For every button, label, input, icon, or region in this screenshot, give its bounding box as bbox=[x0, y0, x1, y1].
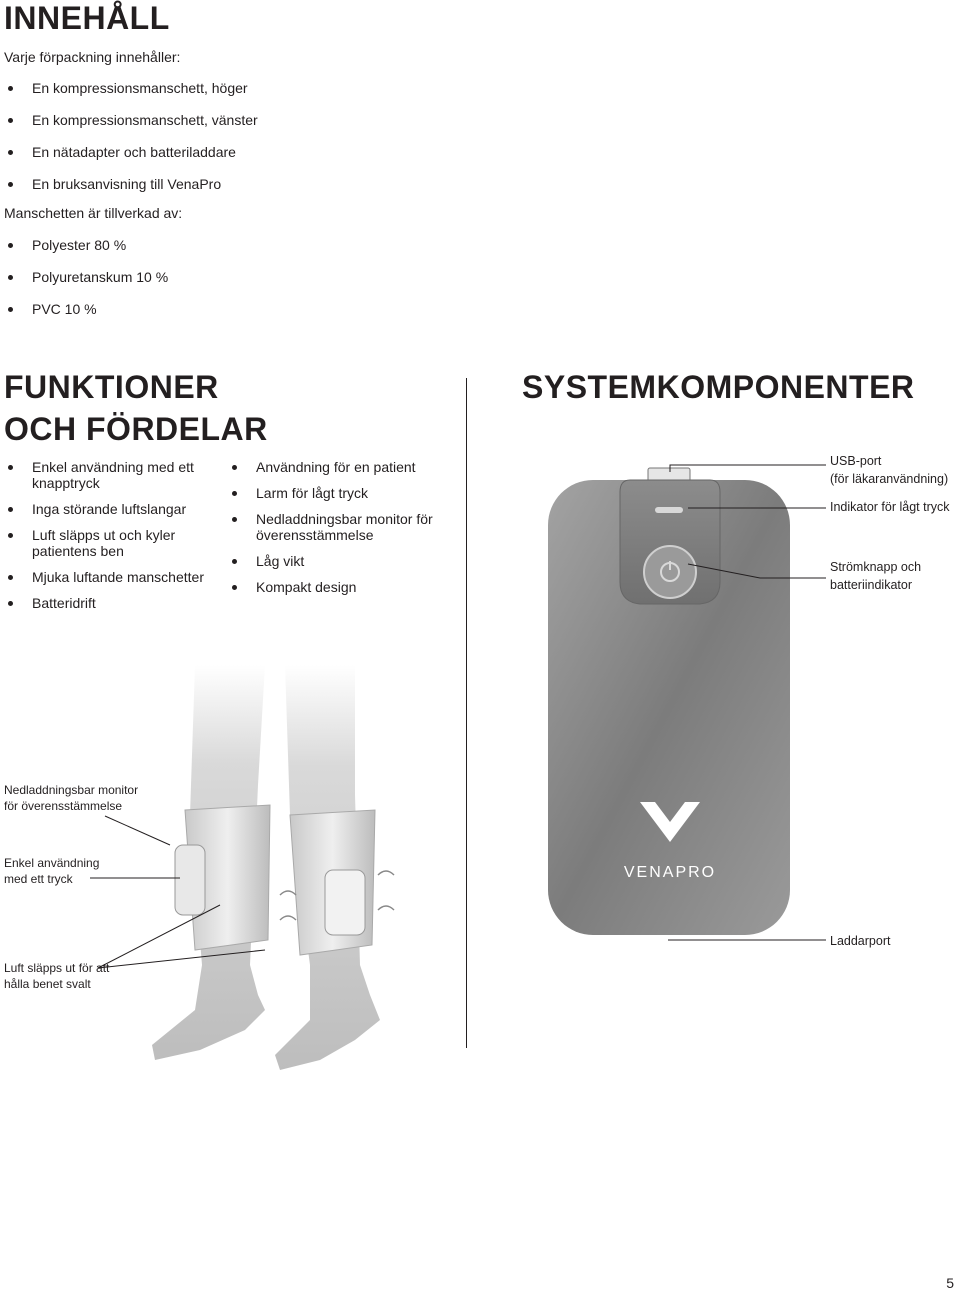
callout-one-touch: Enkel användning med ett tryck bbox=[4, 856, 100, 886]
device-brand: VENAPRO bbox=[623, 864, 717, 881]
list-item: Larm för lågt tryck bbox=[228, 485, 438, 501]
list-item: Luft släpps ut och kyler patientens ben bbox=[4, 527, 204, 559]
list-item: Låg vikt bbox=[228, 553, 438, 569]
list-item: En kompressionsmanschett, höger bbox=[4, 80, 258, 112]
list-item: En bruksanvisning till VenaPro bbox=[4, 176, 258, 208]
material-intro: Manschetten är tillverkad av: bbox=[4, 205, 183, 221]
list-item: Polyester 80 % bbox=[4, 237, 168, 269]
list-item: Polyuretanskum 10 % bbox=[4, 269, 168, 301]
list-item: Nedladdningsbar monitor för överensstämmelse bbox=[228, 511, 438, 543]
list-item: Batteridrift bbox=[4, 595, 204, 611]
contents-intro: Varje förpackning innehåller: bbox=[4, 49, 181, 65]
components-title: SYSTEMKOMPONENTER bbox=[522, 369, 915, 405]
page-number: 5 bbox=[946, 1275, 954, 1291]
low-pressure-label: Indikator för lågt tryck bbox=[830, 500, 950, 514]
callout-air-release: Luft släpps ut för att hålla benet svalt bbox=[4, 961, 110, 991]
list-item: En kompressionsmanschett, vänster bbox=[4, 112, 258, 144]
charge-port-label: Laddarport bbox=[830, 934, 891, 948]
power-button-label: Strömknapp och batteriindikator bbox=[830, 560, 922, 592]
usb-port-label: USB-port (för läkaranvändning) bbox=[830, 454, 949, 486]
list-item: PVC 10 % bbox=[4, 301, 168, 333]
list-item: Användning för en patient bbox=[228, 459, 438, 475]
list-item: Inga störande luftslangar bbox=[4, 501, 204, 517]
features-title-line1: FUNKTIONER bbox=[4, 369, 219, 405]
features-title-line2: OCH FÖRDELAR bbox=[4, 411, 268, 447]
callout-monitor: Nedladdningsbar monitor för överensstämmelse bbox=[4, 783, 139, 813]
list-item: Mjuka luftande manschetter bbox=[4, 569, 204, 585]
list-item: En nätadapter och batteriladdare bbox=[4, 144, 258, 176]
list-item: Enkel användning med ett knapptryck bbox=[4, 459, 204, 491]
list-item: Kompakt design bbox=[228, 579, 438, 595]
contents-title: INNEHÅLL bbox=[4, 0, 170, 36]
